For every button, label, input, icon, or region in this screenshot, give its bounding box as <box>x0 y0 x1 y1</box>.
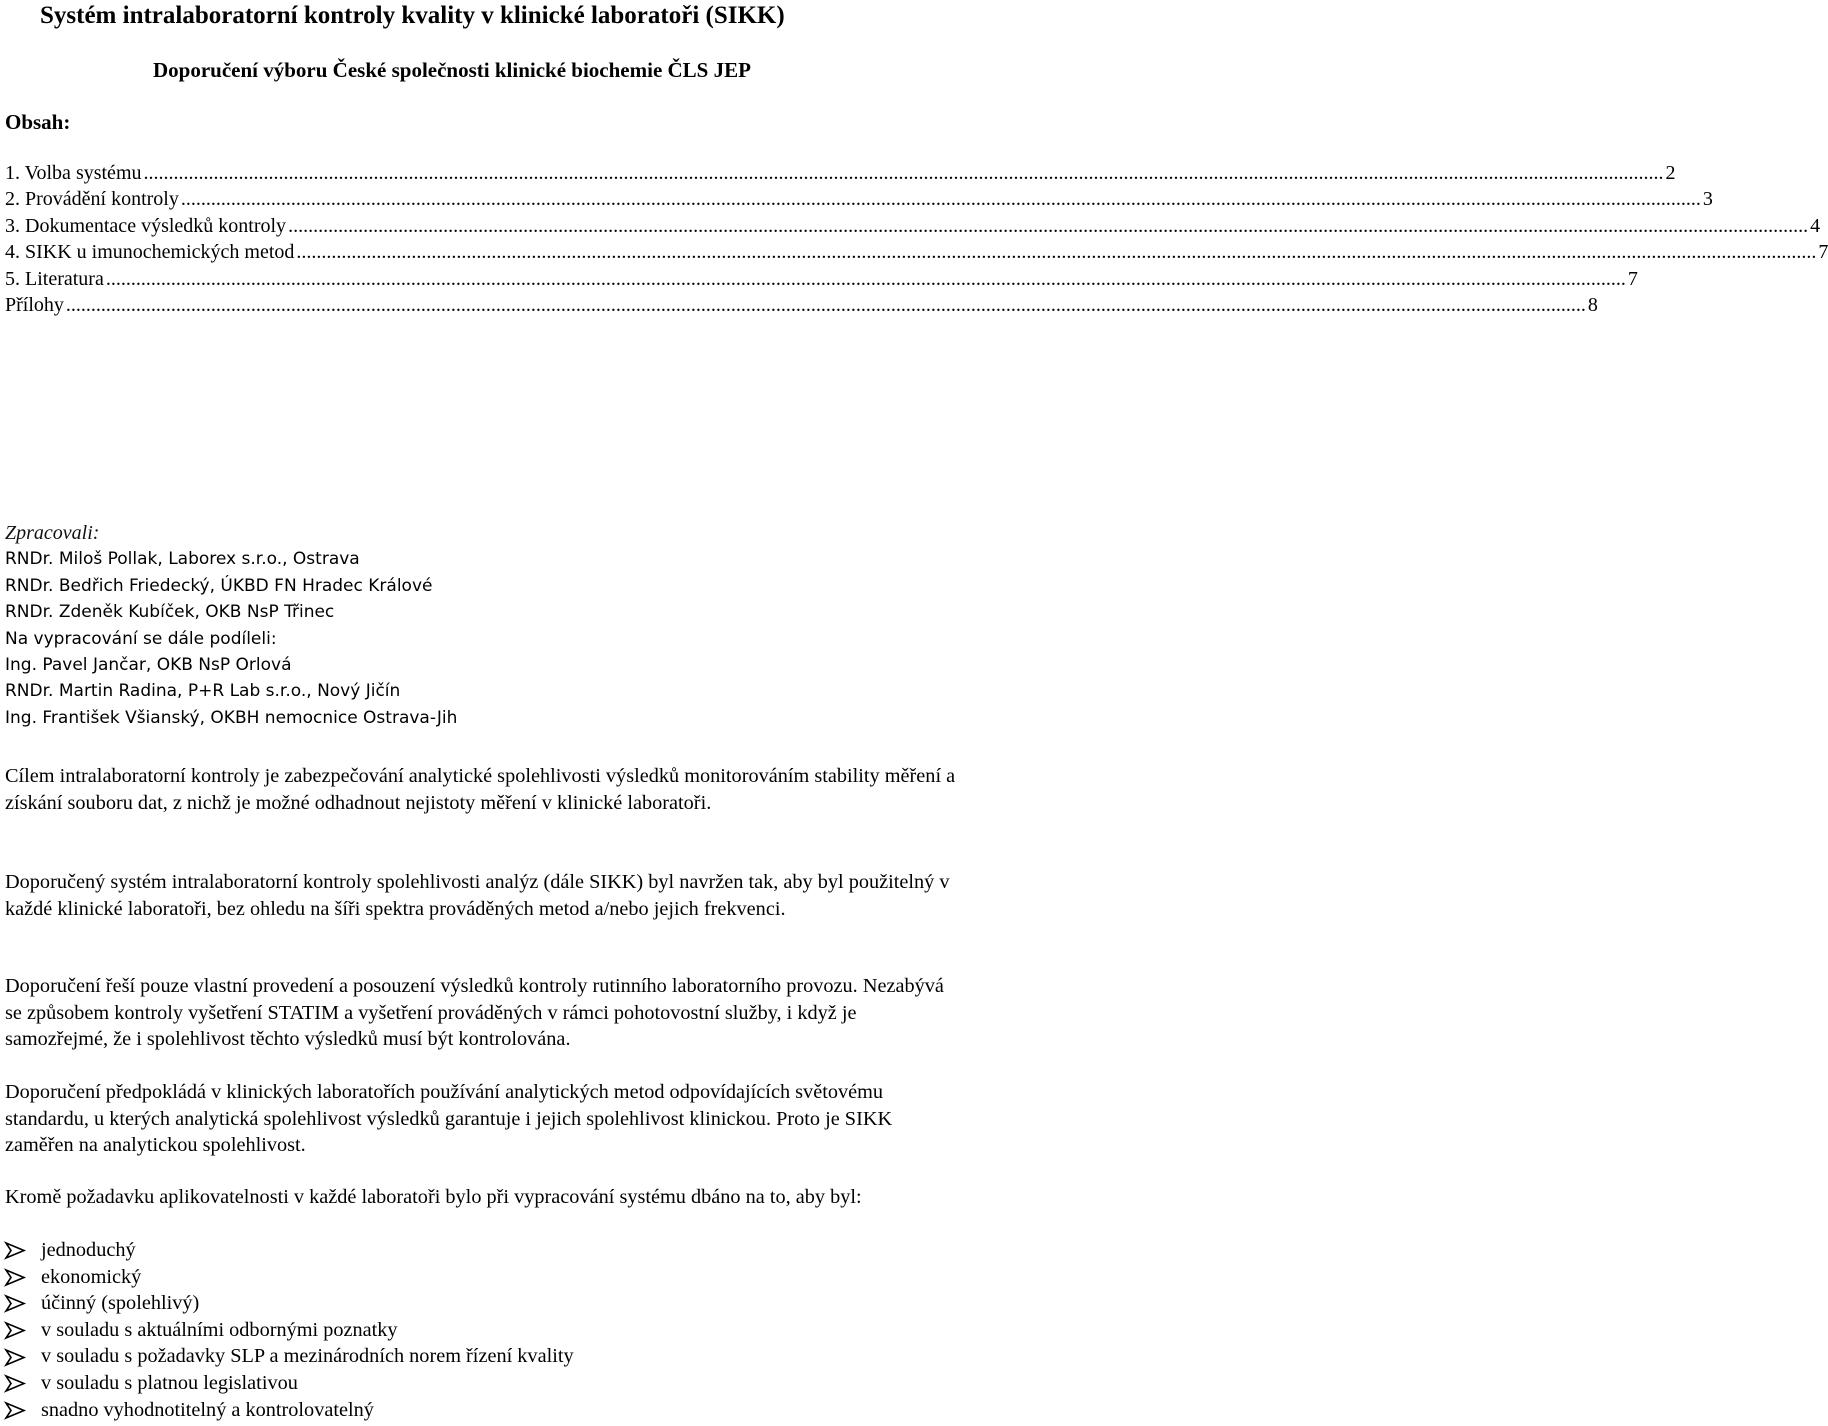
arrowhead-bullet-icon <box>5 1317 41 1343</box>
toc-heading: Obsah: <box>5 110 71 134</box>
list-item <box>5 1290 574 1317</box>
list-item-text: v souladu s požadavky SLP a mezinárodních norem řízení kvality <box>41 1345 574 1368</box>
toc-entry[interactable] <box>5 160 1676 186</box>
arrowhead-bullet-icon <box>5 1290 41 1316</box>
authors-heading: Zpracovali: <box>5 522 100 544</box>
list-item <box>5 1370 574 1397</box>
contributor-line: Ing. František Všianský, OKBH nemocnice Ostrava-Jih <box>5 707 458 728</box>
list-item <box>5 1237 574 1264</box>
toc-entry-label: 5. Literatura <box>5 267 104 290</box>
toc-entry-page: 7 <box>1627 267 1638 290</box>
list-item <box>5 1343 574 1370</box>
body-paragraph: Kromě požadavku aplikovatelnosti v každé laboratoři bylo při vypracování systému dbáno na to, aby byl: <box>5 1186 862 1208</box>
body-paragraph: Doporučení řeší pouze vlastní provedení a posouzení výsledků kontroly rutinního laboratorního provozu. Nezabývá se způsobem kontroly vyšetření STATIM a vyšetření prováděných v rámci pohotovostní služby, i když je samozřejmé, že i spolehlivost těchto výsledků musí být kontrolována. <box>5 975 944 1050</box>
list-item-text: ekonomický <box>41 1265 142 1288</box>
table-of-contents <box>5 160 1828 318</box>
toc-dot-leader <box>288 213 1808 239</box>
document-subtitle: Doporučení výboru České společnosti klinické biochemie ČLS JEP <box>153 58 751 82</box>
toc-entry-page: 3 <box>1702 188 1713 211</box>
list-item-text: účinný (spolehlivý) <box>41 1292 200 1315</box>
body-paragraph: Cílem intralaboratorní kontroly je zabezpečování analytické spolehlivosti výsledků monitorováním stability měření a získání souboru dat, z nichž je možné odhadnout nejistoty měření v klinické laboratoři. <box>5 765 956 814</box>
toc-dot-leader <box>181 186 1701 212</box>
contributor-line: RNDr. Martin Radina, P+R Lab s.r.o., Nový Jičín <box>5 681 401 702</box>
author-line: RNDr. Miloš Pollak, Laborex s.r.o., Ostrava <box>5 549 360 570</box>
toc-entry[interactable] <box>5 292 1598 318</box>
toc-entry-page: 7 <box>1818 241 1828 264</box>
author-line: RNDr. Zdeněk Kubíček, OKB NsP Třinec <box>5 602 335 623</box>
toc-entry-label: 3. Dokumentace výsledků kontroly <box>5 214 287 237</box>
authors-block <box>5 520 457 731</box>
arrowhead-bullet-icon <box>5 1237 41 1263</box>
arrowhead-bullet-icon <box>5 1344 41 1370</box>
toc-entry-label: 4. SIKK u imunochemických metod <box>5 241 295 264</box>
document-title: Systém intralaboratorní kontroly kvality v klinické laboratoři (SIKK) <box>40 2 785 29</box>
list-item-text: snadno vyhodnotitelný a kontrolovatelný <box>41 1398 374 1421</box>
toc-entry[interactable] <box>5 213 1821 239</box>
list-item <box>5 1397 574 1424</box>
toc-entry[interactable] <box>5 266 1638 292</box>
toc-entry-page: 8 <box>1587 293 1598 316</box>
body-paragraph: Doporučený systém intralaboratorní kontroly spolehlivosti analýz (dále SIKK) byl navržen tak, aby byl použitelný v každé klinické laboratoři, bez ohledu na šíři spektra prováděných metod a/nebo jejich frekvenci. <box>5 871 950 920</box>
toc-dot-leader <box>144 160 1664 186</box>
list-item-text: jednoduchý <box>41 1239 136 1261</box>
arrowhead-bullet-icon <box>5 1264 41 1290</box>
contributors-heading: Na vypracování se dále podíleli: <box>5 628 277 649</box>
toc-entry[interactable] <box>5 239 1828 265</box>
toc-entry[interactable] <box>5 186 1713 212</box>
author-line: RNDr. Bedřich Friedecký, ÚKBD FN Hradec Králové <box>5 575 433 596</box>
list-item <box>5 1264 574 1291</box>
arrowhead-bullet-icon <box>5 1397 41 1423</box>
contributor-line: Ing. Pavel Jančar, OKB NsP Orlová <box>5 654 292 675</box>
toc-entry-page: 4 <box>1810 214 1821 237</box>
list-item-text: v souladu s platnou legislativou <box>41 1371 298 1394</box>
toc-dot-leader <box>106 266 1626 292</box>
body-paragraph: Doporučení předpokládá v klinických laboratořích používání analytických metod odpovídajících světovému standardu, u kterých analytická spolehlivost výsledků garantuje i jejich spolehlivost klinickou. Proto je SIKK zaměřen na analytickou spolehlivost. <box>5 1081 893 1156</box>
toc-entry-label: 2. Provádění kontroly <box>5 188 179 211</box>
toc-dot-leader <box>66 292 1586 318</box>
requirements-list <box>5 1237 574 1423</box>
toc-dot-leader <box>296 239 1816 265</box>
list-item-text: v souladu s aktuálními odbornými poznatky <box>41 1318 398 1341</box>
toc-entry-label: Přílohy <box>5 293 64 316</box>
arrowhead-bullet-icon <box>5 1370 41 1396</box>
toc-entry-label: 1. Volba systému <box>5 162 142 184</box>
toc-entry-page: 2 <box>1665 162 1676 184</box>
list-item <box>5 1317 574 1344</box>
